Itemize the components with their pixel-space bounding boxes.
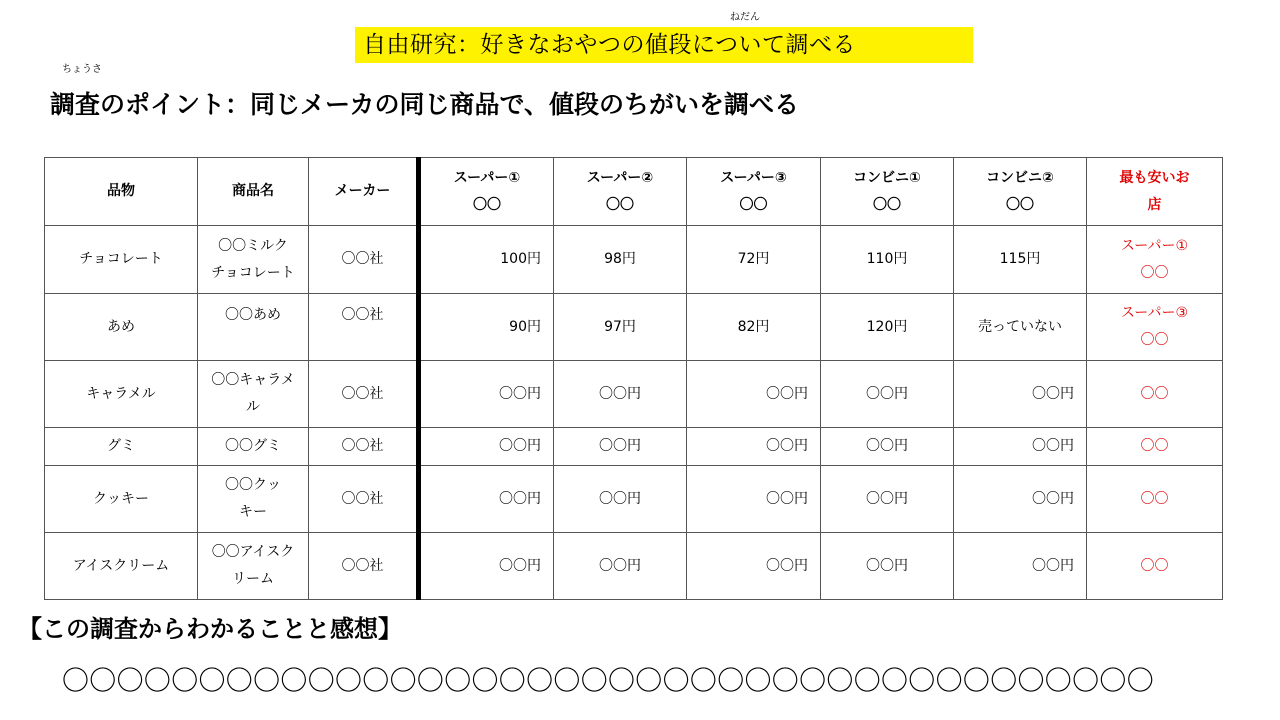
cell-line: 〇〇あめ — [225, 307, 281, 323]
price-cell: 〇〇円 — [687, 428, 821, 466]
table-row — [45, 226, 1223, 294]
maker-cell: 〇〇社 — [309, 428, 419, 466]
price-cell: 100円 — [419, 226, 554, 294]
cheapest-store-cell — [1087, 428, 1223, 466]
table-row — [45, 428, 1223, 466]
cell-line: リーム — [232, 571, 274, 587]
column-header — [45, 158, 198, 226]
cell-line: メーカー — [334, 183, 391, 199]
cell-line: ル — [246, 399, 260, 415]
price-cell: 〇〇円 — [687, 466, 821, 533]
cell-line: 〇〇ミルク — [218, 237, 288, 254]
price-cell: 〇〇円 — [821, 361, 954, 428]
cheapest-store-cell — [1087, 533, 1223, 600]
item-cell: あめ — [45, 294, 198, 361]
price-cell: 120円 — [821, 294, 954, 361]
cell-line: 〇〇 — [1140, 385, 1169, 402]
cell-line: 品物 — [107, 183, 135, 199]
cell-line: コンビニ② — [986, 169, 1054, 186]
price-cell: 〇〇円 — [821, 428, 954, 466]
cell-line: 最も安いお — [1119, 169, 1190, 186]
table-row — [45, 533, 1223, 600]
item-cell: チョコレート — [45, 226, 198, 294]
cell-line: 〇〇キャラメ — [211, 372, 295, 388]
cell-line: スーパー③ — [1120, 305, 1189, 321]
price-cell: 〇〇円 — [554, 533, 687, 600]
item-cell: クッキー — [45, 466, 198, 533]
cell-line: 〇〇 — [1140, 332, 1169, 348]
table-row — [45, 466, 1223, 533]
cell-line: スーパー① — [1120, 237, 1189, 254]
price-cell: 〇〇円 — [821, 533, 954, 600]
price-cell: 97円 — [554, 294, 687, 361]
cell-line: コンビニ① — [853, 169, 921, 186]
price-cell: 〇〇円 — [821, 466, 954, 533]
column-header — [554, 158, 687, 226]
column-header — [954, 158, 1087, 226]
price-cell: 〇〇円 — [419, 428, 554, 466]
maker-cell: 〇〇社 — [309, 294, 419, 361]
price-cell: 〇〇円 — [419, 533, 554, 600]
price-cell: 90円 — [419, 294, 554, 361]
table-row — [45, 361, 1223, 428]
title-ruby: ねだん — [730, 12, 760, 23]
cheapest-store-cell — [1087, 294, 1223, 361]
page-title: 自由研究：好きなおやつの値段について調べる — [363, 32, 857, 58]
product-cell — [198, 226, 309, 294]
price-cell: 〇〇円 — [554, 361, 687, 428]
price-cell: 〇〇円 — [954, 533, 1087, 600]
maker-cell: 〇〇社 — [309, 226, 419, 294]
item-cell: グミ — [45, 428, 198, 466]
cheapest-store-cell — [1087, 466, 1223, 533]
cell-line: 〇〇アイスク — [211, 544, 295, 560]
cheapest-store-cell — [1087, 226, 1223, 294]
price-cell: 〇〇円 — [554, 466, 687, 533]
section-heading: 【この調査からわかることと感想】 — [18, 615, 402, 643]
cell-line: 〇〇 — [1140, 557, 1169, 574]
cell-line: 〇〇グミ — [225, 438, 281, 454]
price-cell: 〇〇円 — [419, 361, 554, 428]
cell-line: 〇〇 — [1140, 438, 1169, 454]
cell-line: 〇〇 — [1140, 490, 1169, 507]
item-cell: アイスクリーム — [45, 533, 198, 600]
column-header — [687, 158, 821, 226]
cell-line: 〇〇 — [606, 196, 634, 213]
item-cell: キャラメル — [45, 361, 198, 428]
column-header — [309, 158, 419, 226]
cheapest-store-cell — [1087, 361, 1223, 428]
price-cell: 82円 — [687, 294, 821, 361]
price-cell: 〇〇円 — [954, 361, 1087, 428]
product-cell — [198, 294, 309, 361]
price-cell: 売っていない — [954, 294, 1087, 361]
cell-line: 〇〇 — [873, 196, 901, 213]
title-highlight — [355, 27, 973, 63]
cell-line: スーパー① — [453, 169, 521, 186]
cell-line: 〇〇 — [1006, 196, 1034, 213]
column-header — [1087, 158, 1223, 226]
cell-line: 〇〇 — [1140, 264, 1169, 281]
price-cell: 110円 — [821, 226, 954, 294]
price-cell: 〇〇円 — [687, 533, 821, 600]
cell-line: スーパー③ — [720, 169, 787, 186]
cell-line: 〇〇クッ — [225, 477, 281, 493]
price-cell: 〇〇円 — [687, 361, 821, 428]
price-cell: 98円 — [554, 226, 687, 294]
price-cell: 〇〇円 — [954, 466, 1087, 533]
product-cell — [198, 533, 309, 600]
maker-cell: 〇〇社 — [309, 361, 419, 428]
product-cell — [198, 361, 309, 428]
cell-line: 商品名 — [232, 183, 274, 199]
product-cell — [198, 466, 309, 533]
cell-line: チョコレート — [211, 264, 295, 281]
price-table — [44, 157, 1223, 600]
research-point: 調査のポイント：同じメーカの同じ商品で、値段のちがいを調べる — [50, 90, 800, 119]
table-row — [45, 294, 1223, 361]
cell-line: 店 — [1147, 196, 1162, 213]
price-cell: 〇〇円 — [419, 466, 554, 533]
price-cell: 〇〇円 — [554, 428, 687, 466]
column-header — [419, 158, 554, 226]
conclusion-text: 〇〇〇〇〇〇〇〇〇〇〇〇〇〇〇〇〇〇〇〇〇〇〇〇〇〇〇〇〇〇〇〇〇〇〇〇〇〇〇〇 — [62, 666, 1154, 697]
cell-line: 〇〇 — [473, 196, 501, 213]
product-cell — [198, 428, 309, 466]
cell-line: キー — [239, 504, 267, 520]
column-header — [821, 158, 954, 226]
point-ruby: ちょうさ — [62, 64, 102, 75]
price-cell: 72円 — [687, 226, 821, 294]
header-row — [45, 158, 1223, 226]
column-header — [198, 158, 309, 226]
cell-line: スーパー② — [586, 169, 654, 186]
price-cell: 115円 — [954, 226, 1087, 294]
cell-line: 〇〇 — [739, 196, 768, 213]
maker-cell: 〇〇社 — [309, 533, 419, 600]
price-cell: 〇〇円 — [954, 428, 1087, 466]
maker-cell: 〇〇社 — [309, 466, 419, 533]
